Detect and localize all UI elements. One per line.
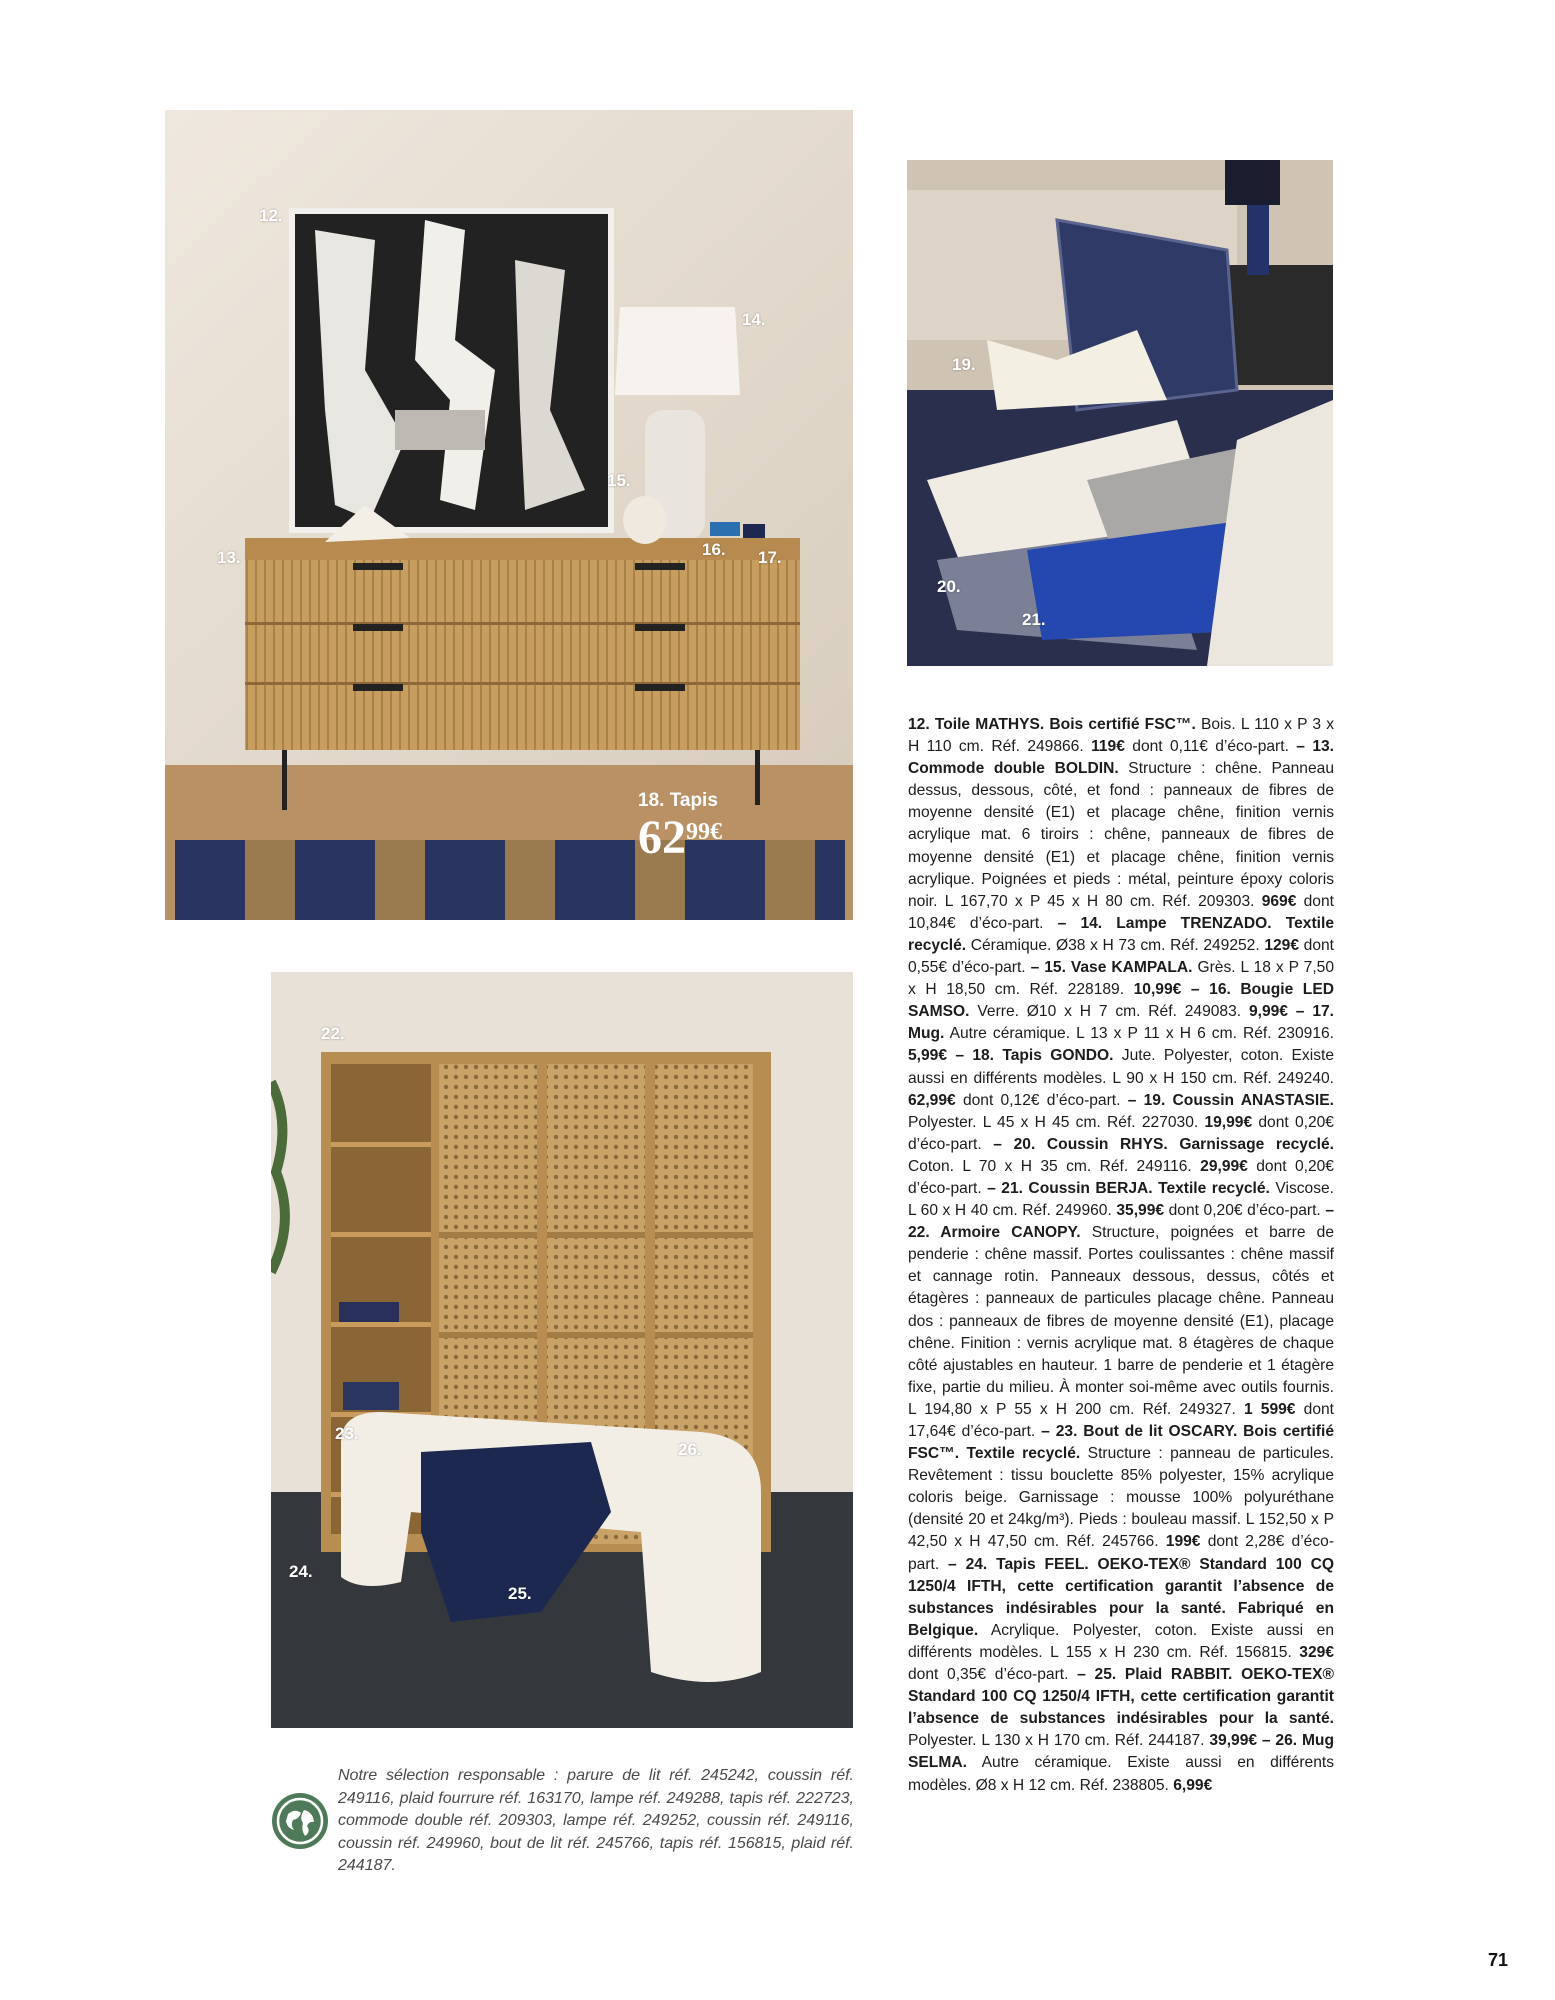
label-13: 13. xyxy=(217,548,241,567)
label-25: 25. xyxy=(508,1584,532,1603)
eco-selection-note: Notre sélection responsable : parure de lit réf. 245242, coussin réf. 249116, plaid fourrure réf. 163170, lampe réf. 249288, tapis réf. 222723, commode double réf. 209303, lampe réf. 249252, coussin réf. 249116, coussin réf. 249960, bout de lit réf. 245766, tapis réf. 156815, plaid réf. 244187. xyxy=(338,1767,854,1874)
label-17: 17. xyxy=(758,548,782,567)
description-bold-segment: 5,99€ – 18. Tapis GONDO. xyxy=(908,1047,1114,1065)
label-22: 22. xyxy=(321,1024,345,1043)
description-segment: Autre céramique. Existe aussi en différents modèles. Ø8 x H 12 cm. Réf. 238805. xyxy=(908,1754,1334,1794)
description-segment: Structure, poignées et barre de penderie : chêne massif. Portes coulissantes : chêne massif et cannage rotin. Panneaux dessous, dessus, côtés et étagères : panneaux de particules placage chêne. Panneau dos : panneaux de fibres de moyenne densité (E1), placage chêne. Finition : vernis acrylique mat. 8 étagères de chaque côté ajustables en hauteur. 1 barre de penderie et 1 étagère fixe, partie du milieu. À monter soi-même avec outils fournis. L 194,80 x P 55 x H 200 cm. Réf. 249327. xyxy=(908,1224,1334,1418)
description-segment: Jute. Polyester, coton. Existe aussi en différents modèles. L 90 x H 150 cm. Réf. 249240. xyxy=(908,1047,1334,1087)
price-badge-label: 18. Tapis xyxy=(638,790,718,811)
description-segment: Bois. L 110 x P 3 x H 110 cm. Réf. 249866. xyxy=(908,716,1334,756)
description-bold-segment: 12. Toile MATHYS. Bois certifié FSC™. xyxy=(908,716,1196,733)
description-bold-segment: – 15. Vase KAMPALA. xyxy=(1025,959,1193,977)
description-segment: Coton. L 70 x H 35 cm. Réf. 249116. xyxy=(908,1157,1201,1175)
description-segment: Structure : chêne. Panneau dessus, dessous, côté, et fond : panneaux de fibres de moyenne densité (E1) et placage chêne, finition vernis acrylique mat. 6 tiroirs : chêne, panneaux de fibres de moyenne densité (E1) et placage chêne, finition vernis acrylique. Poignées et pieds : métal, peinture époxy coloris noir. L 167,70 x P 45 x H 80 cm. Réf. 209303. xyxy=(908,760,1334,910)
description-segment: Viscose. L 60 x H 40 cm. Réf. 249960. xyxy=(908,1179,1335,1220)
description-bold-segment: 199€ xyxy=(1165,1533,1201,1551)
description-bold-segment: 329€ xyxy=(1299,1643,1334,1661)
description-segment: Structure : panneau de particules. Revêtement : tissu bouclette 85% polyester, 15% acrylique coloris beige. Garnissage : mousse 100% polyuréthane (densité 20 et 24kg/m³). Pieds : bouleau massif. L 152,50 x P 42,50 x H 47,50 cm. Réf. 245766. xyxy=(908,1445,1334,1551)
label-19: 19. xyxy=(952,355,976,374)
description-bold-segment: 10,99€ – 16. Bougie LED SAMSO. xyxy=(908,981,1334,1021)
label-26: 26. xyxy=(678,1440,702,1459)
photo-cushions-scene xyxy=(907,160,1333,666)
description-bold-segment: 19,99€ xyxy=(1204,1113,1253,1131)
description-segment: Verre. Ø10 x H 7 cm. Réf. 249083. xyxy=(969,1003,1249,1021)
description-segment: dont 0,55€ d’éco-part. xyxy=(908,936,1334,977)
label-20: 20. xyxy=(937,577,961,596)
description-bold-segment: 29,99€ xyxy=(1200,1157,1248,1175)
description-segment: Polyester. L 130 x H 170 cm. Réf. 244187. xyxy=(908,1732,1210,1750)
description-bold-segment: – 21. Coussin BERJA. Textile recyclé. xyxy=(981,1179,1270,1197)
description-segment: Grès. L 18 x P 7,50 x H 18,50 cm. Réf. 228189. xyxy=(908,959,1335,999)
description-bold-segment: – 22. Armoire CANOPY. xyxy=(908,1202,1335,1242)
label-23: 23. xyxy=(335,1424,359,1443)
eco-globe-icon xyxy=(271,1792,329,1850)
price-badge-value: $62^{99€}$ xyxy=(638,811,722,864)
description-segment: Polyester. L 45 x H 45 cm. Réf. 227030. xyxy=(908,1113,1205,1131)
label-21: 21. xyxy=(1022,610,1046,629)
description-bold-segment: 62,99€ xyxy=(908,1091,956,1109)
description-segment: dont 2,28€ d’éco-part. xyxy=(908,1533,1335,1573)
description-bold-segment: – 24. Tapis FEEL. OEKO-TEX® Standard 100 CQ 1250/4 IFTH, cette certification garantit l’absence de substances indésirables pour la santé. Fabriqué en Belgique. xyxy=(908,1555,1334,1639)
description-bold-segment: – 19. Coussin ANASTASIE. xyxy=(1120,1091,1334,1109)
description-bold-segment: 9,99€ – 17. Mug. xyxy=(908,1003,1334,1043)
description-bold-segment: – 23. Bout de lit OSCARY. Bois certifié FSC™. Textile recyclé. xyxy=(908,1423,1334,1463)
description-segment: Acrylique. Polyester, coton. Existe aussi en différents modèles. L 155 x H 230 cm. Réf. 156815. xyxy=(908,1621,1334,1661)
description-segment: dont 0,11€ d’éco-part. xyxy=(1124,738,1289,756)
description-bold-segment: – 20. Coussin RHYS. Garnissage recyclé. xyxy=(981,1135,1334,1153)
description-bold-segment: 1 599€ xyxy=(1243,1400,1296,1418)
description-segment: dont 0,20€ d’éco-part. xyxy=(908,1157,1334,1197)
photo-wardrobe-scene xyxy=(271,972,853,1728)
description-bold-segment: – 13. Commode double BOLDIN. xyxy=(908,738,1334,778)
description-segment: dont 0,12€ d’éco-part. xyxy=(955,1091,1121,1109)
label-14: 14. xyxy=(742,310,766,329)
label-12: 12. xyxy=(259,206,283,225)
description-bold-segment: 119€ xyxy=(1091,738,1125,756)
description-bold-segment: 129€ xyxy=(1264,936,1300,954)
description-bold-segment: – 14. Lampe TRENZADO. Textile recyclé. xyxy=(908,914,1335,954)
product-descriptions xyxy=(908,714,1334,1797)
description-segment: dont 0,35€ d’éco-part. xyxy=(908,1666,1069,1684)
description-bold-segment: 39,99€ – 26. Mug SELMA. xyxy=(908,1732,1334,1772)
description-bold-segment: 6,99€ xyxy=(1173,1776,1213,1794)
description-segment: Autre céramique. L 13 x P 11 x H 6 cm. Réf. 230916. xyxy=(944,1025,1334,1043)
price-badge-tapis xyxy=(638,790,722,862)
label-15: 15. xyxy=(607,471,631,490)
label-24: 24. xyxy=(289,1562,313,1581)
description-segment: dont 17,64€ d’éco-part. xyxy=(908,1400,1334,1440)
description-segment: dont 10,84€ d’éco-part. xyxy=(908,892,1334,932)
description-bold-segment: – 25. Plaid RABBIT. OEKO-TEX® Standard 100 CQ 1250/4 IFTH, cette certification garantit l’absence de substances indésirables pour la santé. xyxy=(908,1666,1334,1728)
description-bold-segment: 35,99€ xyxy=(1116,1202,1165,1220)
page-number: 71 xyxy=(1488,1950,1509,1970)
label-16: 16. xyxy=(702,540,726,559)
photo-dresser-scene xyxy=(165,110,853,920)
description-bold-segment: 969€ xyxy=(1261,892,1297,910)
description-segment: Céramique. Ø38 x H 73 cm. Réf. 249252. xyxy=(966,936,1265,954)
description-segment: dont 0,20€ d’éco-part. xyxy=(1164,1202,1321,1220)
description-segment: dont 0,20€ d’éco-part. xyxy=(908,1113,1334,1153)
